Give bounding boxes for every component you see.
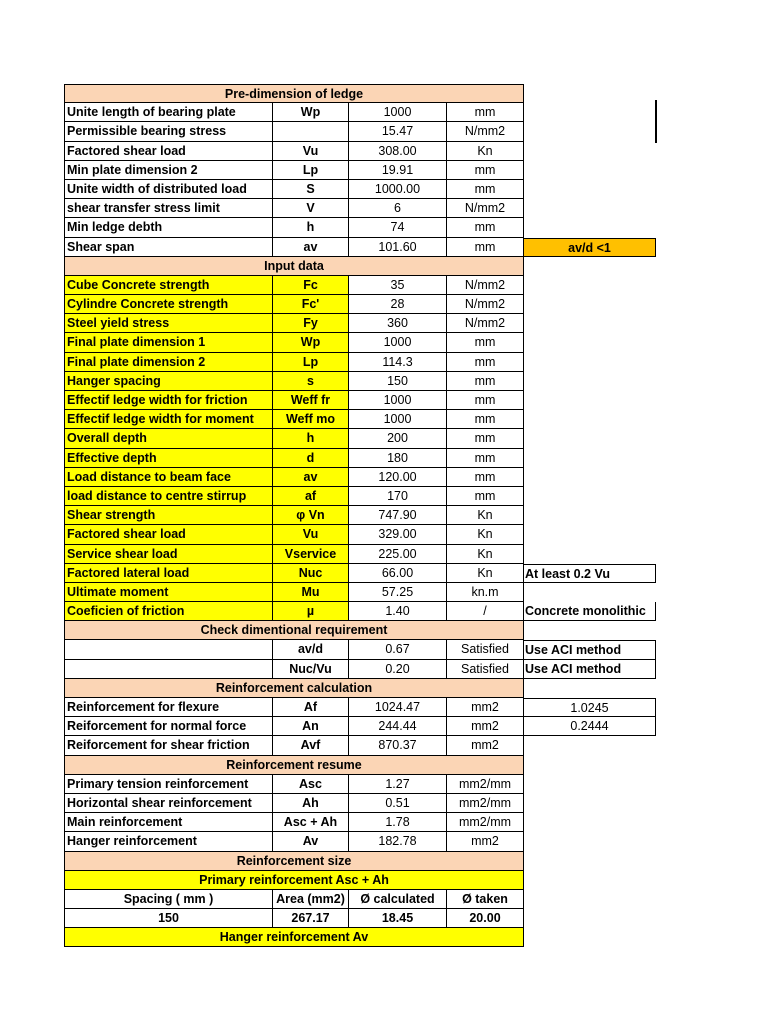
cell-label[interactable]: Cylindre Concrete strength <box>64 295 273 314</box>
cell-sym[interactable]: Wp <box>273 103 349 122</box>
cell-sym[interactable]: Avf <box>273 736 349 755</box>
size-value-spacing: 150 <box>64 909 273 928</box>
side-note: At least 0.2 Vu <box>524 564 656 583</box>
cell-unit[interactable]: mm2/mm <box>447 775 524 794</box>
input-row <box>64 295 524 314</box>
predim-group <box>64 103 611 257</box>
side-note: Use ACI method <box>524 640 656 659</box>
input-row <box>64 410 524 429</box>
cell-val[interactable]: 1.78 <box>349 813 447 832</box>
cell-label[interactable]: Shear strength <box>64 506 273 525</box>
cell-label[interactable]: Factored shear load <box>64 525 273 544</box>
resume-group <box>64 775 524 852</box>
cell-val[interactable]: 1000 <box>349 391 447 410</box>
cell-val[interactable]: 747.90 <box>349 506 447 525</box>
input-row <box>64 545 524 564</box>
predim-row <box>64 161 524 180</box>
cell-sym[interactable]: Wp <box>273 333 349 352</box>
cell-unit[interactable]: mm2 <box>447 717 524 736</box>
section-reinf-calc: Reinforcement calculation <box>64 679 524 698</box>
predim-row <box>64 103 524 122</box>
cell-sym[interactable]: Vservice <box>273 545 349 564</box>
cell-sym[interactable]: Fy <box>273 314 349 333</box>
cell-unit[interactable]: N/mm2 <box>447 199 524 218</box>
cell-sym[interactable]: Fc <box>273 276 349 295</box>
size-values-row <box>64 909 524 928</box>
input-row <box>64 391 524 410</box>
cell-unit[interactable]: Satisfied <box>447 640 524 659</box>
cell-val[interactable]: 180 <box>349 449 447 468</box>
resume-row <box>64 832 524 851</box>
cell-val[interactable]: 101.60 <box>349 238 447 257</box>
input-row <box>64 468 524 487</box>
cell-sym[interactable]: Fc' <box>273 295 349 314</box>
size-header-spacing: Spacing ( mm ) <box>64 890 273 909</box>
section-predim: Pre-dimension of ledge <box>64 84 524 103</box>
input-row <box>64 276 524 295</box>
cell-label[interactable]: Main reinforcement <box>64 813 273 832</box>
cell-val[interactable]: 1.27 <box>349 775 447 794</box>
cell-label[interactable]: Final plate dimension 2 <box>64 353 273 372</box>
input-row <box>64 525 524 544</box>
cell-unit[interactable]: kn.m <box>447 583 524 602</box>
side-note: 1.0245 <box>524 698 656 717</box>
input-row <box>64 429 524 448</box>
cell-val[interactable]: 35 <box>349 276 447 295</box>
cell-val[interactable]: 870.37 <box>349 736 447 755</box>
cell-val[interactable]: 19.91 <box>349 161 447 180</box>
input-row <box>64 564 610 583</box>
section-check: Check dimentional requirement <box>64 621 524 640</box>
cell-val[interactable]: 360 <box>349 314 447 333</box>
cell-label[interactable]: Hanger spacing <box>64 372 273 391</box>
cell-sym[interactable] <box>273 122 349 141</box>
side-note: av/d <1 <box>524 238 656 257</box>
cell-label[interactable]: Load distance to beam face <box>64 468 273 487</box>
cell-sym[interactable]: Vu <box>273 142 349 161</box>
cell-unit[interactable]: mm <box>447 333 524 352</box>
cell-val[interactable]: 66.00 <box>349 564 447 583</box>
section-reinf-size: Reinforcement size <box>64 852 524 871</box>
side-note: Use ACI method <box>524 660 656 679</box>
cell-unit[interactable]: mm <box>447 161 524 180</box>
cell-label[interactable]: shear transfer stress limit <box>64 199 273 218</box>
cell-unit[interactable]: N/mm2 <box>447 276 524 295</box>
input-group <box>64 276 646 621</box>
cell-val[interactable]: 28 <box>349 295 447 314</box>
predim-row <box>64 142 524 161</box>
cell-unit[interactable]: Kn <box>447 506 524 525</box>
cell-val[interactable]: 1000 <box>349 333 447 352</box>
cell-val[interactable]: 120.00 <box>349 468 447 487</box>
cell-label[interactable]: Factored shear load <box>64 142 273 161</box>
cell-sym[interactable]: Mu <box>273 583 349 602</box>
cell-label[interactable]: Shear span <box>64 238 273 257</box>
size-header-taken: Ø taken <box>447 890 524 909</box>
cell-unit[interactable]: mm <box>447 449 524 468</box>
cell-sym[interactable]: Af <box>273 698 349 717</box>
cell-val[interactable]: 74 <box>349 218 447 237</box>
cell-sym[interactable]: d <box>273 449 349 468</box>
calc-row <box>64 698 609 717</box>
input-row <box>64 314 524 333</box>
cell-label[interactable]: Permissible bearing stress <box>64 122 273 141</box>
cell-sym[interactable]: V <box>273 199 349 218</box>
cell-label[interactable]: load distance to centre stirrup <box>64 487 273 506</box>
cell-label[interactable] <box>64 660 273 679</box>
cell-unit[interactable]: Kn <box>447 142 524 161</box>
cell-unit[interactable]: mm <box>447 468 524 487</box>
cell-val[interactable]: 1024.47 <box>349 698 447 717</box>
cell-label[interactable]: Reiforcement for normal force <box>64 717 273 736</box>
calc-row <box>64 717 609 736</box>
size-header-area: Area (mm2) <box>273 890 349 909</box>
cell-val[interactable]: 0.20 <box>349 660 447 679</box>
cell-unit[interactable]: Kn <box>447 545 524 564</box>
cell-unit[interactable]: mm <box>447 410 524 429</box>
predim-row <box>64 180 524 199</box>
cell-label[interactable] <box>64 640 273 659</box>
cell-label[interactable]: Cube Concrete strength <box>64 276 273 295</box>
cell-label[interactable]: Effectif ledge width for friction <box>64 391 273 410</box>
cell-sym[interactable]: Asc <box>273 775 349 794</box>
cell-sym[interactable]: Asc + Ah <box>273 813 349 832</box>
cell-sym[interactable]: av <box>273 238 349 257</box>
cell-label[interactable]: Horizontal shear reinforcement <box>64 794 273 813</box>
cell-val[interactable]: 57.25 <box>349 583 447 602</box>
cell-sym[interactable]: Nuc <box>273 564 349 583</box>
cell-label[interactable]: Hanger reinforcement <box>64 832 273 851</box>
cell-val[interactable]: 308.00 <box>349 142 447 161</box>
ledge-design-spreadsheet <box>64 84 646 947</box>
cell-unit[interactable]: / <box>447 602 524 621</box>
predim-row <box>64 199 524 218</box>
cell-sym[interactable]: S <box>273 180 349 199</box>
cell-label[interactable]: Primary tension reinforcement <box>64 775 273 794</box>
cell-unit[interactable]: mm2 <box>447 832 524 851</box>
cell-label[interactable]: Unite width of distributed load <box>64 180 273 199</box>
cell-sym[interactable]: Lp <box>273 353 349 372</box>
cell-sym[interactable]: Weff mo <box>273 410 349 429</box>
input-row <box>64 583 524 602</box>
input-row <box>64 372 524 391</box>
input-row <box>64 506 524 525</box>
cell-unit[interactable]: mm <box>447 372 524 391</box>
size-value-calculated: 18.45 <box>349 909 447 928</box>
cell-sym[interactable]: An <box>273 717 349 736</box>
cell-label[interactable]: Effective depth <box>64 449 273 468</box>
size-header-row <box>64 890 524 909</box>
cell-val[interactable]: 182.78 <box>349 832 447 851</box>
input-row <box>64 487 524 506</box>
cell-sym[interactable]: Lp <box>273 161 349 180</box>
cell-label[interactable]: Min ledge debth <box>64 218 273 237</box>
cell-val[interactable]: 0.67 <box>349 640 447 659</box>
calc-group <box>64 698 609 756</box>
input-row <box>64 449 524 468</box>
cell-unit[interactable]: mm <box>447 391 524 410</box>
cell-val[interactable]: 170 <box>349 487 447 506</box>
check-row <box>64 640 622 659</box>
cell-label[interactable]: Reiforcement for shear friction <box>64 736 273 755</box>
cell-unit[interactable]: mm <box>447 180 524 199</box>
size-value-taken: 20.00 <box>447 909 524 928</box>
calc-row <box>64 736 524 755</box>
cell-sym[interactable]: φ Vn <box>273 506 349 525</box>
section-hanger: Hanger reinforcement Av <box>64 928 524 947</box>
cell-val[interactable]: 244.44 <box>349 717 447 736</box>
cell-sym[interactable]: h <box>273 429 349 448</box>
predim-row <box>64 122 524 141</box>
cell-val[interactable]: 15.47 <box>349 122 447 141</box>
cell-unit[interactable]: mm <box>447 487 524 506</box>
cell-sym[interactable]: av/d <box>273 640 349 659</box>
cell-val[interactable]: 1000 <box>349 410 447 429</box>
cell-label[interactable]: Min plate dimension 2 <box>64 161 273 180</box>
cell-unit[interactable]: mm <box>447 353 524 372</box>
cell-label[interactable]: Steel yield stress <box>64 314 273 333</box>
cell-unit[interactable]: N/mm2 <box>447 314 524 333</box>
cell-unit[interactable]: mm <box>447 103 524 122</box>
cell-label[interactable]: Final plate dimension 1 <box>64 333 273 352</box>
cell-sym[interactable]: h <box>273 218 349 237</box>
cell-sym[interactable]: Ah <box>273 794 349 813</box>
cell-label[interactable]: Ultimate moment <box>64 583 273 602</box>
cell-val[interactable]: 0.51 <box>349 794 447 813</box>
cell-unit[interactable]: mm2/mm <box>447 813 524 832</box>
cell-label[interactable]: Coeficien of friction <box>64 602 273 621</box>
check-group <box>64 640 622 678</box>
cell-sym[interactable]: av <box>273 468 349 487</box>
cell-unit[interactable]: Kn <box>447 564 524 583</box>
cell-sym[interactable]: Av <box>273 832 349 851</box>
cell-val[interactable]: 6 <box>349 199 447 218</box>
size-header-calculated: Ø calculated <box>349 890 447 909</box>
cell-unit[interactable]: Kn <box>447 525 524 544</box>
cursor-line <box>655 100 657 143</box>
resume-row <box>64 794 524 813</box>
predim-row <box>64 238 611 257</box>
cell-unit[interactable]: N/mm2 <box>447 295 524 314</box>
cell-sym[interactable]: Nuc/Vu <box>273 660 349 679</box>
side-note: Concrete monolithic <box>524 602 656 621</box>
cell-val[interactable]: 1000 <box>349 103 447 122</box>
cell-unit[interactable]: N/mm2 <box>447 122 524 141</box>
cell-unit[interactable]: Satisfied <box>447 660 524 679</box>
input-row <box>64 333 524 352</box>
cell-val[interactable]: 1000.00 <box>349 180 447 199</box>
size-value-area: 267.17 <box>273 909 349 928</box>
cell-unit[interactable]: mm <box>447 429 524 448</box>
cell-label[interactable]: Overall depth <box>64 429 273 448</box>
cell-label[interactable]: Unite length of bearing plate <box>64 103 273 122</box>
section-reinf-resume: Reinforcement resume <box>64 756 524 775</box>
cell-val[interactable]: 329.00 <box>349 525 447 544</box>
cell-label[interactable]: Reinforcement for flexure <box>64 698 273 717</box>
cell-unit[interactable]: mm <box>447 218 524 237</box>
resume-row <box>64 813 524 832</box>
cell-label[interactable]: Factored lateral load <box>64 564 273 583</box>
cell-sym[interactable]: Vu <box>273 525 349 544</box>
cell-unit[interactable]: mm2/mm <box>447 794 524 813</box>
section-input: Input data <box>64 257 524 276</box>
cell-sym[interactable]: µ <box>273 602 349 621</box>
cell-unit[interactable]: mm2 <box>447 698 524 717</box>
cell-val[interactable]: 200 <box>349 429 447 448</box>
resume-row <box>64 775 524 794</box>
input-row <box>64 353 524 372</box>
cell-val[interactable]: 150 <box>349 372 447 391</box>
check-row <box>64 660 622 679</box>
cell-sym[interactable]: s <box>273 372 349 391</box>
cell-label[interactable]: Service shear load <box>64 545 273 564</box>
cell-val[interactable]: 1.40 <box>349 602 447 621</box>
cell-val[interactable]: 225.00 <box>349 545 447 564</box>
predim-row <box>64 218 524 237</box>
input-row <box>64 602 646 621</box>
cell-label[interactable]: Effectif ledge width for moment <box>64 410 273 429</box>
cell-sym[interactable]: Weff fr <box>273 391 349 410</box>
cell-unit[interactable]: mm <box>447 238 524 257</box>
cell-sym[interactable]: af <box>273 487 349 506</box>
cell-val[interactable]: 114.3 <box>349 353 447 372</box>
cell-unit[interactable]: mm2 <box>447 736 524 755</box>
side-note: 0.2444 <box>524 717 656 736</box>
section-primary: Primary reinforcement Asc + Ah <box>64 871 524 890</box>
